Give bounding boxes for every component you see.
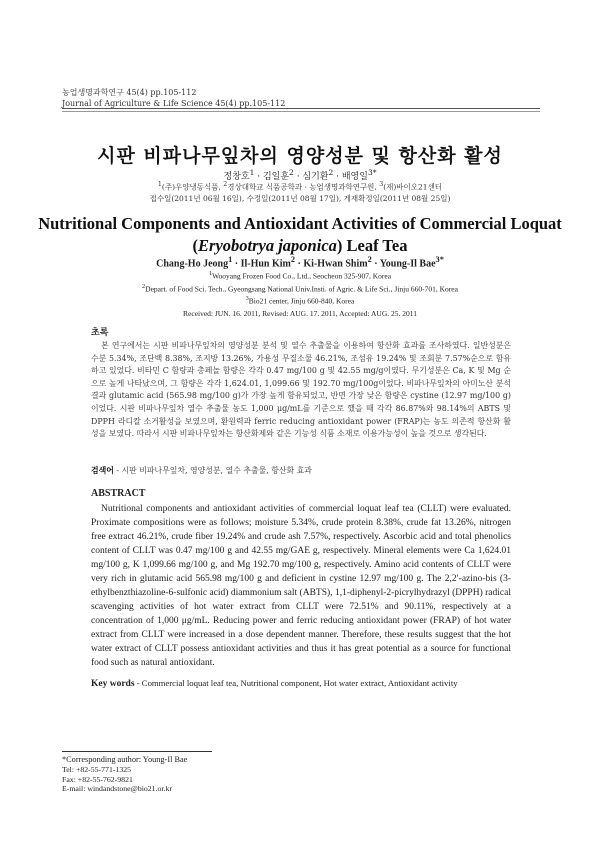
korean-keywords-text: - 시판 비파나무잎차, 영양성분, 열수 추출물, 항산화 효과 [113, 466, 312, 475]
korean-affiliations: $^1$(주)우양냉동식품, $^2$경상대학교 식품공학과 · 농업생명과학연구원, $^3$(재)바이오21센터 [157, 181, 443, 192]
korean-keywords [91, 465, 511, 476]
korean-dates: 접수일(2011년 06월 16일), 수정일(2011년 08월 17일), 게재확정일(2011년 08월 25일) [149, 194, 451, 203]
email: E-mail: windandstone@bio21.or.kr [62, 784, 173, 794]
journal-header [62, 87, 285, 109]
footnote [62, 755, 187, 794]
english-dates: Received: JUN. 16. 2011, Revised: AUG. 17. 2011, Accepted: AUG. 25. 2011 [183, 309, 417, 318]
english-title [0, 213, 600, 257]
korean-abstract-body: 본 연구에서는 시판 비파나무잎차의 영양성분 분석 및 열수 추출물을 이용하여 항산화 효과를 조사하였다. 일반성분은 수분 5.34%, 조단백 8.38%, 조지방 13.26%, 가용성 무질소물 46.21%, 조섬유 19.24% 및 조회분 7.57%순으로 함유하고 있었다. 비타민 C 함량과 총페놀 함량은 각각 0.47 mg/100 g 및 42.55 mg/g이였다. 무기성분은 Ca, K 및 Mg 순으로 높게 나타났으며, 그 함량은 각각 1,624.01, 1,099.66 및 192.70 mg/100g이었다. 비파나무잎차의 아미노산 분석 결과 glutamic acid (565.98 mg/100 g)가 가장 높게 함유되었고, 반면 가장 낮은 함량은 cystine (12.97 mg/100 g)이었다. 시판 비파나무잎차 열수 추출물 농도 1,000 μg/mL를 기준으로 했을 때 각각 86.87%와 98.14%의 ABTS 및 DPPH 라디칼 소거활성을 보였으며, 환원력과 ferric reducing antioxidant power (FRAP)는 농도 의존적 항산화 활성을 보였다. 따라서 시판 비파나무잎차는 항산화제와 같은 기능성 식품 소재로 이용가능성이 높을 것으로 생각된다. [91, 341, 511, 439]
header-rule-bottom [62, 111, 540, 112]
journal-korean: 농업생명과학연구 45(4) pp.105-112 [62, 88, 197, 97]
korean-authors: 정창호$^1$ · 김일훈$^2$ · 심기환$^2$ · 배영일$^{3*}$ [223, 168, 377, 182]
affiliation-1: $^1$Wooyang Frozen Food Co., Ltd., Seocheon 325-907, Korea [208, 270, 392, 281]
corresponding-author: *Corresponding author: Young-Il Bae [62, 755, 188, 764]
english-keywords [91, 678, 531, 689]
korean-keywords-label: 검색어 [91, 466, 114, 475]
english-keywords-text: - Commercial loquat leaf tea, Nutritional component, Hot water extract, Antioxidant activity [134, 678, 458, 688]
phone: Tel: +82-55-771-1325 [62, 764, 132, 774]
affiliation-3: $^3$Bio21 center, Jinju 660-840, Korea [245, 295, 355, 306]
journal-english: Journal of Agriculture & Life Science 45(4) pp.105-112 [62, 99, 286, 108]
english-authors: Chang-Ho Jeong$^1$ · Il-Hun Kim$^2$ · Ki-Hwan Shim$^2$ · Young-Il Bae$^{3*}$ [156, 255, 444, 270]
korean-title: 시판 비파나무잎차의 영양성분 및 항산화 활성 [97, 145, 503, 167]
english-abstract-body: Nutritional components and antioxidant activities of commercial loquat leaf tea (CLLT) were evaluated. Proximate compositions were as follows; moisture 5.34%, crude protein 8.38%, crude fat 13.26%, nitrogen free extract 46.21%, crude fiber 19.24% and crude ash 7.57%, respectively. Ascorbic acid and total phenolics content of CLLT was 0.47 mg/100 g and 42.55 mg/GAE g, respectively. Mineral elements were Ca 1,624.01 mg/100 g, K 1,099.66 mg/100 g, and Mg 192.70 mg/100 g, respectively. Amino acid contents of CLLT were very rich in glutamic acid 565.98 mg/100 g and deficient in cystine 12.97 mg/100 g. The 2,2′-azino-bis (3-ethylbenzthiazoline-6-sulfonic acid) diammonium salt (ABTS), 1,1-diphenyl-2-picrylhydrazyl (DPPH) radical scavenging activities of hot water extract from CLLT were 72.51% and 90.11%, respectively at a concentration of 1,000 μg/mL. Reducing power and ferric reducing antioxidant power (FRAP) of hot water extract from CLLT were increased in a dose dependent manner. Therefore, these results suggest that the hot water extract of CLLT possess antioxidant activities and thus it has great potential as a source for functional food such as natural antioxidant. [91, 504, 511, 668]
korean-abstract-heading: 초록 [91, 328, 109, 338]
english-title-line2: (Eryobotrya japonica) Leaf Tea [192, 236, 408, 255]
fax: Fax: +82-55-762-9821 [62, 774, 133, 784]
header-rule-top [62, 108, 540, 109]
english-affiliations [0, 269, 600, 307]
affiliation-2: $^2$Depart. of Food Sci. Tech., Gyeongsang National Univ.Insti. of Agric. & Life Sci., Jinju 660-701, Korea [142, 282, 458, 293]
english-keywords-label: Key words [91, 679, 135, 689]
english-title-line1: Nutritional Components and Antioxidant Activities of Commercial Loquat [38, 214, 562, 233]
english-abstract-heading: ABSTRACT [91, 488, 146, 499]
footnote-rule [62, 751, 212, 752]
